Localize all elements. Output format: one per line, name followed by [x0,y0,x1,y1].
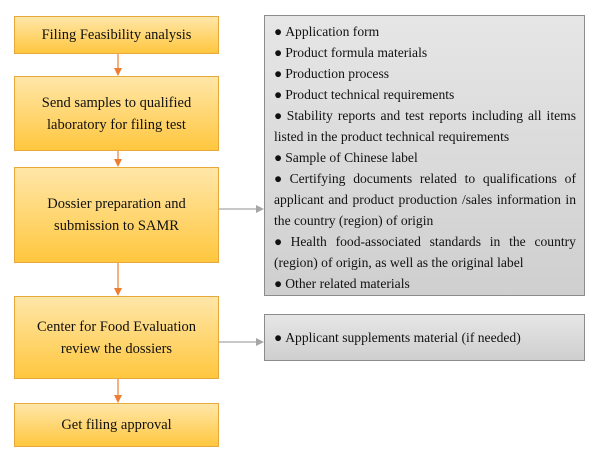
bullet-icon: ● [274,24,283,39]
dossier-item [274,147,576,168]
dossier-item-text: Product technical requirements [285,87,455,102]
bullet-icon: ● [274,234,288,249]
step-label: Send samples to qualified laboratory for filing test [41,94,192,133]
dossier-item [274,21,576,42]
review-item-text: Applicant supplements material (if needed) [285,330,521,345]
step-label: Center for Food Evaluation review the dossiers [36,318,197,357]
step-filing-approval [14,403,219,447]
dossier-item-text: Application form [285,24,380,39]
step-send-samples [14,76,219,151]
dossier-materials-panel [264,15,585,296]
step-label: Filing Feasibility analysis [41,27,192,43]
review-item [274,327,576,348]
bullet-icon: ● [274,87,283,102]
dossier-item [274,231,576,273]
dossier-item [274,168,576,231]
dossier-item-text: Sample of Chinese label [285,150,418,165]
dossier-item [274,63,576,84]
dossier-item-text: Certifying documents related to qualifications of applicant and product production /sales information in the country (region) of origin [274,171,576,228]
bullet-icon: ● [274,330,283,345]
step-label: Get filing approval [61,417,172,433]
dossier-item-text: Product formula materials [285,45,428,60]
review-notes-panel [264,314,585,361]
bullet-icon: ● [274,150,283,165]
dossier-item-text: Production process [285,66,390,81]
dossier-item [274,84,576,105]
dossier-item-text: Other related materials [285,276,410,291]
bullet-icon: ● [274,108,284,123]
bullet-icon: ● [274,276,283,291]
dossier-item-text: Stability reports and test reports including all items listed in the product technical requirements [274,108,576,144]
dossier-item [274,105,576,147]
step-dossier-preparation [14,167,219,263]
step-feasibility-analysis [14,16,219,54]
step-dossier-review [14,296,219,379]
bullet-icon: ● [274,171,287,186]
bullet-icon: ● [274,66,283,81]
bullet-icon: ● [274,45,283,60]
dossier-item-text: Health food-associated standards in the country (region) of origin, as well as the original label [274,234,576,270]
dossier-item [274,42,576,63]
step-label: Dossier preparation and submission to SAMR [47,196,186,234]
dossier-item [274,273,576,294]
